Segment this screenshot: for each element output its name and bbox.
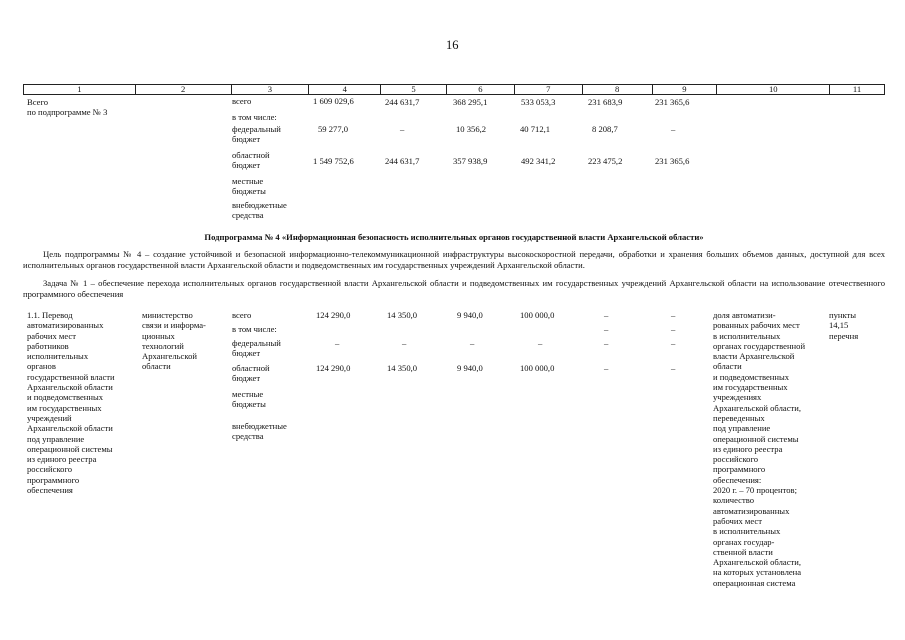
header-col-6: 6 (447, 85, 515, 94)
header-col-1: 1 (24, 85, 136, 94)
header-col-2: 2 (136, 85, 232, 94)
item11-label-regional: областной бюджет (232, 363, 270, 384)
total3-label-federal: федеральный бюджет (232, 124, 281, 145)
goal-paragraph: Цель подпрограммы № 4 – создание устойчивой и безопасной информационно-телекоммуникационной инфраструктуры высокоскоростной передачи, обработки и хранения больших объемов данных, доступной для всех исполнительных органов государственной власти Архангельской области и подведомственных им государственных учреждений Архангельской области. (23, 249, 885, 270)
header-col-5: 5 (381, 85, 447, 94)
item11-all-v6: 9 940,0 (457, 310, 483, 320)
total3-all-v5: 244 631,7 (385, 97, 420, 107)
header-col-8: 8 (583, 85, 653, 94)
item11-all-v8: – (604, 310, 609, 320)
header-col-10: 10 (717, 85, 830, 94)
total3-federal-v5: – (400, 124, 405, 134)
header-col-4: 4 (309, 85, 381, 94)
item11-regional-v5: 14 350,0 (387, 363, 418, 373)
item11-regional-v8: – (604, 363, 609, 373)
total3-label-local: местные бюджеты (232, 176, 266, 197)
item11-all-v9: – (671, 310, 676, 320)
total3-label-regional: областной бюджет (232, 150, 270, 171)
item11-incl-v9: – (671, 324, 676, 334)
item11-label-all: всего (232, 310, 252, 320)
total3-regional-v5: 244 631,7 (385, 156, 420, 166)
item11-federal-v6: – (470, 338, 475, 348)
total3-federal-v4: 59 277,0 (318, 124, 349, 134)
item11-label-federal: федеральный бюджет (232, 338, 281, 359)
header-col-3: 3 (232, 85, 310, 94)
total3-all-v4: 1 609 029,6 (313, 96, 354, 106)
total3-label-incl: в том числе: (232, 112, 277, 122)
header-col-11: 11 (852, 84, 862, 94)
total3-federal-v9: – (671, 124, 676, 134)
item11-label-local: местные бюджеты (232, 389, 266, 410)
task-paragraph: Задача № 1 – обеспечение перехода исполнительных органов государственной власти Архангельской области и подведомственных им государственных учреждений Архангельской области на использование отечественного программного обеспечения (23, 278, 885, 299)
item11-all-v4: 124 290,0 (316, 310, 351, 320)
item-1-1-executor: министерство связи и информа- ционных технологий Архангельской области (142, 310, 206, 372)
item11-regional-v6: 9 940,0 (457, 363, 483, 373)
item11-federal-v4: – (335, 338, 340, 348)
total3-all-v7: 533 053,3 (521, 97, 556, 107)
total3-label-offbudget: внебюджетные средства (232, 200, 287, 221)
item-1-1-indicator: доля автоматизи- рованных рабочих мест в исполнительных органах государственной власти Архангельской области и подведомственных им государственных учреждениях Архангельской области, переведенных под управление операционной системы из единого реестра российского программного обеспечения: 2020 г. – 70 процентов; количество автоматизированных рабочих мест в исполнительных органах государ- ственной власти Архангельской области, на которых установлена операционная система (713, 310, 806, 588)
total3-federal-v8: 8 208,7 (592, 124, 618, 134)
item11-all-v5: 14 350,0 (387, 310, 418, 320)
total3-label-all: всего (232, 96, 252, 106)
header-col-9: 9 (653, 85, 718, 94)
total3-all-v8: 231 683,9 (588, 97, 623, 107)
item11-label-offbudget: внебюджетные средства (232, 421, 287, 442)
item11-federal-v9: – (671, 338, 676, 348)
total3-regional-v7: 492 341,2 (521, 156, 556, 166)
item11-all-v7: 100 000,0 (520, 310, 555, 320)
total3-all-v6: 368 295,1 (453, 97, 488, 107)
total3-regional-v4: 1 549 752,6 (313, 156, 354, 166)
total3-federal-v6: 10 356,2 (456, 124, 487, 134)
item-1-1-points: пункты 14,15 перечня (829, 310, 859, 341)
subprogram-4-title: Подпрограмма № 4 «Информационная безопасность исполнительных органов государственной власти Архангельской области» (204, 232, 704, 242)
item11-label-incl: в том числе: (232, 324, 277, 334)
total3-regional-v6: 357 938,9 (453, 156, 488, 166)
item11-federal-v8: – (604, 338, 609, 348)
total3-regional-v9: 231 365,6 (655, 156, 690, 166)
item11-federal-v7: – (538, 338, 543, 348)
table-header-row (23, 84, 885, 95)
page-number: 16 (446, 38, 459, 52)
item11-regional-v7: 100 000,0 (520, 363, 555, 373)
item11-regional-v9: – (671, 363, 676, 373)
item11-regional-v4: 124 290,0 (316, 363, 351, 373)
total-subprogram-3-title: Всего по подпрограмме № 3 (27, 97, 108, 118)
item11-federal-v5: – (402, 338, 407, 348)
item11-incl-v8: – (604, 324, 609, 334)
total3-federal-v7: 40 712,1 (520, 124, 551, 134)
header-col-7: 7 (515, 85, 583, 94)
total3-regional-v8: 223 475,2 (588, 156, 623, 166)
item-1-1-name: 1.1. Перевод автоматизированных рабочих мест работников исполнительных органов государственной власти Архангельской области и подведомственных им государственных учреждений Архангельской области под управление операционной системы из единого реестра российского программного обеспечения (27, 310, 115, 496)
total3-all-v9: 231 365,6 (655, 97, 690, 107)
